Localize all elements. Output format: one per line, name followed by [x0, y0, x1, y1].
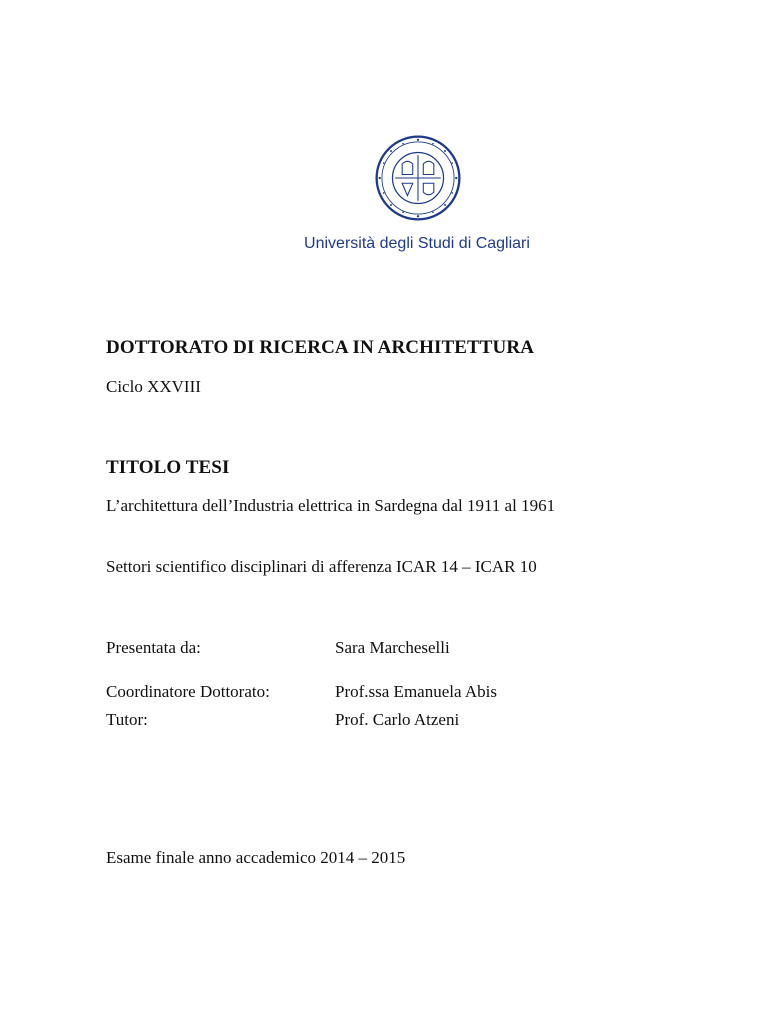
- tutor-name: Prof. Carlo Atzeni: [335, 710, 460, 729]
- final-exam-line: Esame finale anno accademico 2014 – 2015: [106, 848, 406, 867]
- program-title: DOTTORATO DI RICERCA IN ARCHITETTURA: [106, 337, 535, 358]
- thesis-title: L’architettura dell’Industria elettrica in Sardegna dal 1911 al 1961: [106, 496, 556, 515]
- university-name: Università degli Studi di Cagliari: [304, 235, 530, 252]
- university-seal-icon: [374, 134, 462, 222]
- cycle-label: Ciclo XXVIII: [106, 377, 201, 396]
- tutor-label: Tutor:: [106, 710, 148, 729]
- disciplinary-sectors: Settori scientifico disciplinari di afferenza ICAR 14 – ICAR 10: [106, 557, 537, 576]
- thesis-heading: TITOLO TESI: [106, 457, 230, 478]
- presenter-name: Sara Marcheselli: [335, 638, 450, 657]
- coordinator-name: Prof.ssa Emanuela Abis: [335, 682, 497, 701]
- presenter-label: Presentata da:: [106, 638, 201, 657]
- coordinator-label: Coordinatore Dottorato:: [106, 682, 270, 701]
